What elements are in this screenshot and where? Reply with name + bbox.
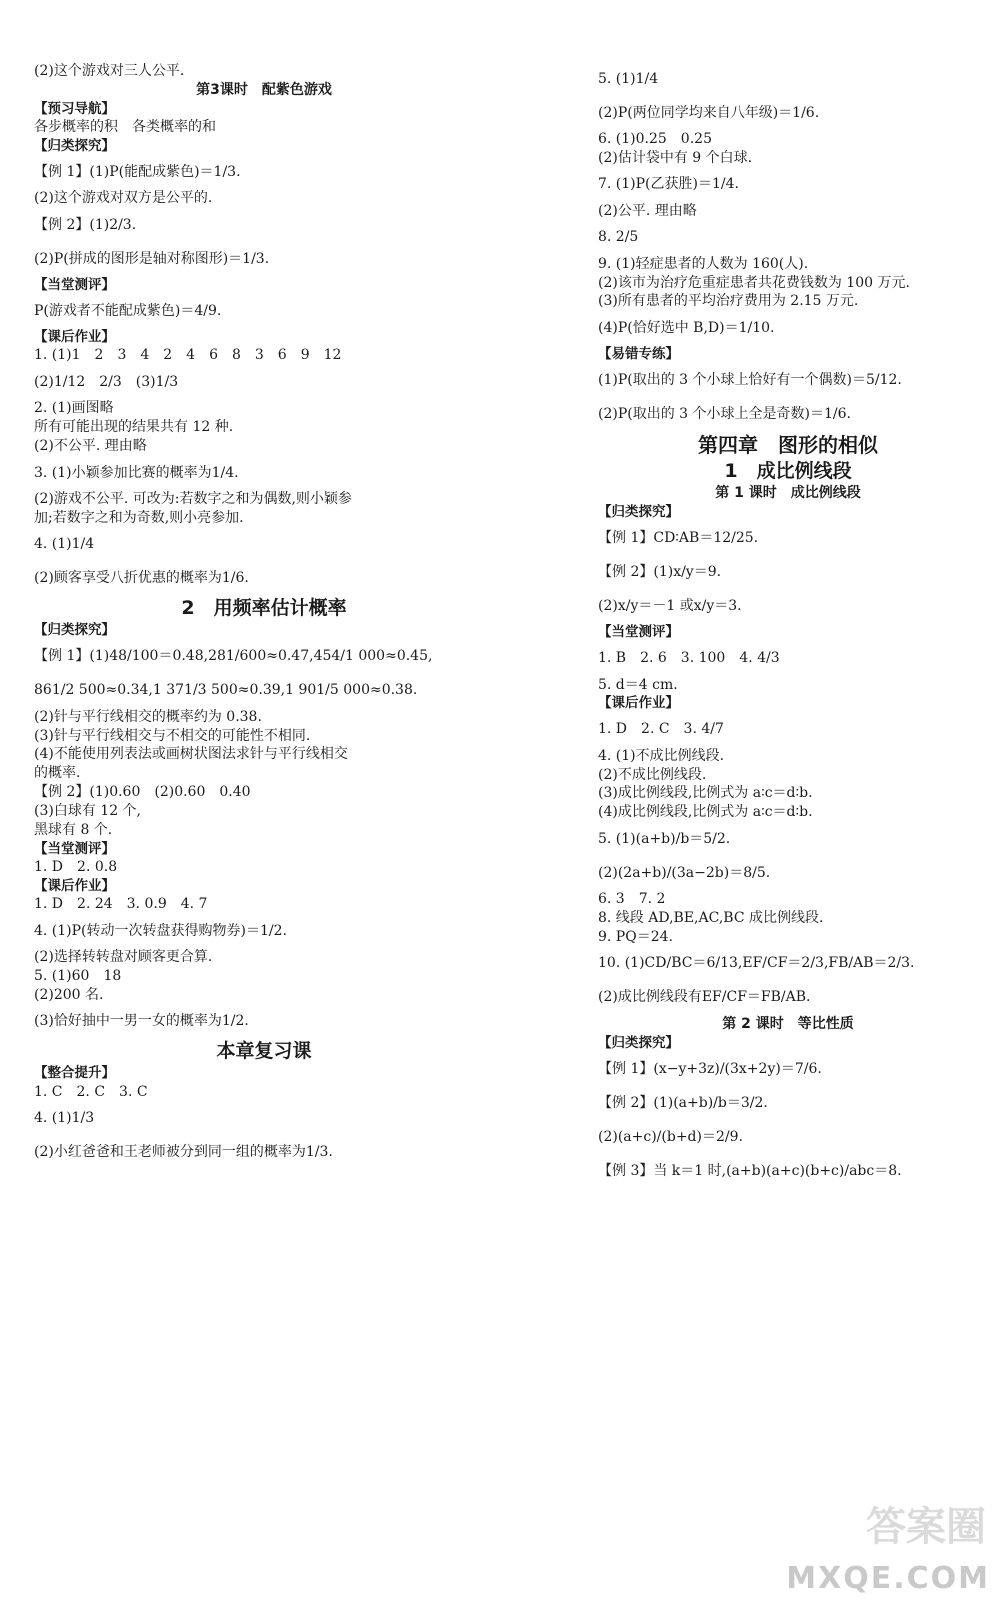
left-line: (2)这个游戏对双方是公平的. — [34, 190, 213, 207]
left-line: 【课后作业】 — [34, 329, 115, 346]
right-line: (4)P(恰好选中 B,D)＝1/10. — [598, 319, 775, 336]
left-line: 【预习导航】 — [34, 100, 115, 117]
right-line: 【例 3】当 k＝1 时,(a+b)(a+c)(b+c)/abc＝8. — [598, 1162, 902, 1179]
left-line: 所有可能出现的结果共有 12 种. — [34, 419, 234, 436]
left-line: 黑球有 8 个. — [34, 821, 113, 838]
left-line: (2)不公平. 理由略 — [34, 438, 147, 455]
right-line: (4)成比例线段,比例式为 a∶c＝d∶b. — [598, 804, 813, 821]
left-line: 5. (1)60 18 — [34, 967, 122, 984]
right-line: 6. (1)0.25 0.25 — [598, 131, 712, 147]
right-line: 【当堂测评】 — [598, 624, 679, 641]
right-line: 1. D 2. C 3. 4/7 — [598, 721, 724, 738]
left-line: 861/2 500≈0.34,1 371/3 500≈0.39,1 901/5 000≈0.38. — [34, 682, 418, 699]
right-line: (2)公平. 理由略 — [598, 202, 697, 219]
watermark-site: MXQE.COM — [786, 1561, 990, 1596]
right-line: 【例 1】(x−y+3z)/(3x+2y)＝7/6. — [598, 1060, 822, 1077]
left-line: (3)白球有 12 个, — [34, 803, 141, 820]
left-line: (2)顾客享受八折优惠的概率为1/6. — [34, 570, 249, 587]
left-line: 【归类探究】 — [34, 622, 115, 639]
left-line: 加;若数字之和为奇数,则小亮参加. — [34, 509, 244, 526]
right-line: 5. (1)1/4 — [598, 70, 659, 87]
left-line: 4. (1)1/4 — [34, 536, 95, 553]
left-line: 4. (1)1/3 — [34, 1110, 95, 1127]
right-line: (2)P(两位同学均来自八年级)＝1/6. — [598, 104, 820, 121]
left-line: 1. (1)1 2 3 4 2 4 6 8 3 6 9 12 — [34, 347, 342, 364]
right-line: 8. 线段 AD,BE,AC,BC 成比例线段. — [598, 910, 824, 927]
right-line: 9. PQ＝24. — [598, 928, 673, 945]
left-line: 第3课时 配紫色游戏 — [196, 81, 332, 98]
left-line: 3. (1)小颖参加比赛的概率为1/4. — [34, 464, 239, 481]
left-line: 各步概率的积 各类概率的和 — [34, 119, 216, 135]
left-line: (2)小红爸爸和王老师被分到同一组的概率为1/3. — [34, 1144, 333, 1161]
right-line: (2)(2a+b)/(3a−2b)＝8/5. — [598, 864, 771, 881]
right-line: 第 1 课时 成比例线段 — [715, 485, 861, 502]
right-line: 【例 2】(1)x/y＝9. — [598, 563, 722, 580]
right-line: (1)P(取出的 3 个小球上恰好有一个偶数)＝5/12. — [598, 372, 902, 389]
left-line: (2)选择转转盘对顾客更合算. — [34, 949, 213, 966]
left-line: 【当堂测评】 — [34, 840, 115, 857]
left-line: 的概率. — [34, 765, 81, 782]
right-line: 1 成比例线段 — [724, 459, 852, 482]
left-line: 2 用频率估计概率 — [181, 596, 347, 619]
right-line: 9. (1)轻症患者的人数为 160(人). — [598, 255, 809, 272]
right-line: 1. B 2. 6 3. 100 4. 4/3 — [598, 650, 780, 667]
left-line: 1. D 2. 0.8 — [34, 859, 118, 876]
watermark-logo: 答案圈 — [866, 1504, 986, 1550]
left-line: (4)不能使用列表法或画树状图法求针与平行线相交 — [34, 746, 348, 763]
right-line: (2)(a+c)/(b+d)＝2/9. — [598, 1128, 743, 1145]
left-line: (2)1/12 2/3 (3)1/3 — [34, 373, 179, 390]
left-line: 【课后作业】 — [34, 877, 115, 894]
right-line: (2)估计袋中有 9 个白球. — [598, 149, 753, 166]
right-line: 【归类探究】 — [598, 1034, 679, 1051]
right-line: 【易错专练】 — [598, 346, 679, 363]
right-line: 6. 3 7. 2 — [598, 891, 666, 908]
left-line: 【例 2】(1)2/3. — [34, 216, 137, 233]
left-line: 1. D 2. 24 3. 0.9 4. 7 — [34, 896, 208, 913]
right-line: 【课后作业】 — [598, 695, 679, 712]
left-line: 【例 1】(1)48/100＝0.48,281/600≈0.47,454/1 000≈0.45, — [34, 648, 433, 665]
right-line: 7. (1)P(乙获胜)＝1/4. — [598, 176, 739, 193]
left-line: (2)200 名. — [34, 986, 104, 1003]
right-line: 8. 2/5 — [598, 229, 639, 246]
right-line: (2)x/y＝－1 或x/y＝3. — [598, 597, 742, 614]
right-line: 【例 1】CD∶AB＝12/25. — [598, 529, 759, 546]
left-line: 【例 2】(1)0.60 (2)0.60 0.40 — [34, 784, 251, 801]
right-line: 第 2 课时 等比性质 — [722, 1015, 854, 1032]
left-line: (2)这个游戏对三人公平. — [34, 63, 185, 79]
right-line: 5. (1)(a+b)/b＝5/2. — [598, 830, 731, 847]
left-line: 【整合提升】 — [34, 1065, 115, 1082]
left-line: (2)针与平行线相交的概率约为 0.38. — [34, 708, 262, 725]
left-line: 【当堂测评】 — [34, 277, 115, 293]
left-line: 【例 1】(1)P(能配成紫色)＝1/3. — [34, 163, 241, 180]
right-line: (3)所有患者的平均治疗费用为 2.15 万元. — [598, 293, 859, 310]
left-line: 2. (1)画图略 — [34, 400, 114, 417]
right-line: 5. d＝4 cm. — [598, 676, 678, 693]
right-line: 4. (1)不成比例线段. — [598, 747, 725, 764]
left-line: 1. C 2. C 3. C — [34, 1083, 148, 1100]
right-column — [598, 62, 978, 1188]
left-line: P(游戏者不能配成紫色)＝4/9. — [34, 302, 222, 319]
right-line: 第四章 图形的相似 — [698, 432, 878, 457]
left-line: 【归类探究】 — [34, 137, 115, 154]
right-line: 【归类探究】 — [598, 504, 679, 521]
left-line: 本章复习课 — [216, 1039, 312, 1062]
right-line: (2)P(取出的 3 个小球上全是奇数)＝1/6. — [598, 406, 851, 423]
left-column — [34, 62, 494, 1170]
right-line: (2)该市为治疗危重症患者共花费钱数为 100 万元. — [598, 274, 910, 291]
right-line: (2)不成比例线段. — [598, 766, 707, 783]
left-line: 4. (1)P(转动一次转盘获得购物券)＝1/2. — [34, 922, 287, 939]
right-line: (2)成比例线段有EF/CF＝FB/AB. — [598, 989, 811, 1006]
right-line: 10. (1)CD/BC＝6/13,EF/CF＝2/3,FB/AB＝2/3. — [598, 955, 915, 972]
left-line: (2)游戏不公平. 可改为:若数字之和为偶数,则小颖参 — [34, 491, 352, 507]
left-line: (3)恰好抽中一男一女的概率为1/2. — [34, 1013, 249, 1030]
left-line: (3)针与平行线相交与不相交的可能性不相同. — [34, 727, 311, 744]
left-line: (2)P(拼成的图形是轴对称图形)＝1/3. — [34, 250, 270, 267]
right-line: 【例 2】(1)(a+b)/b＝3/2. — [598, 1094, 768, 1111]
right-line: (3)成比例线段,比例式为 a∶c＝d∶b. — [598, 785, 813, 802]
